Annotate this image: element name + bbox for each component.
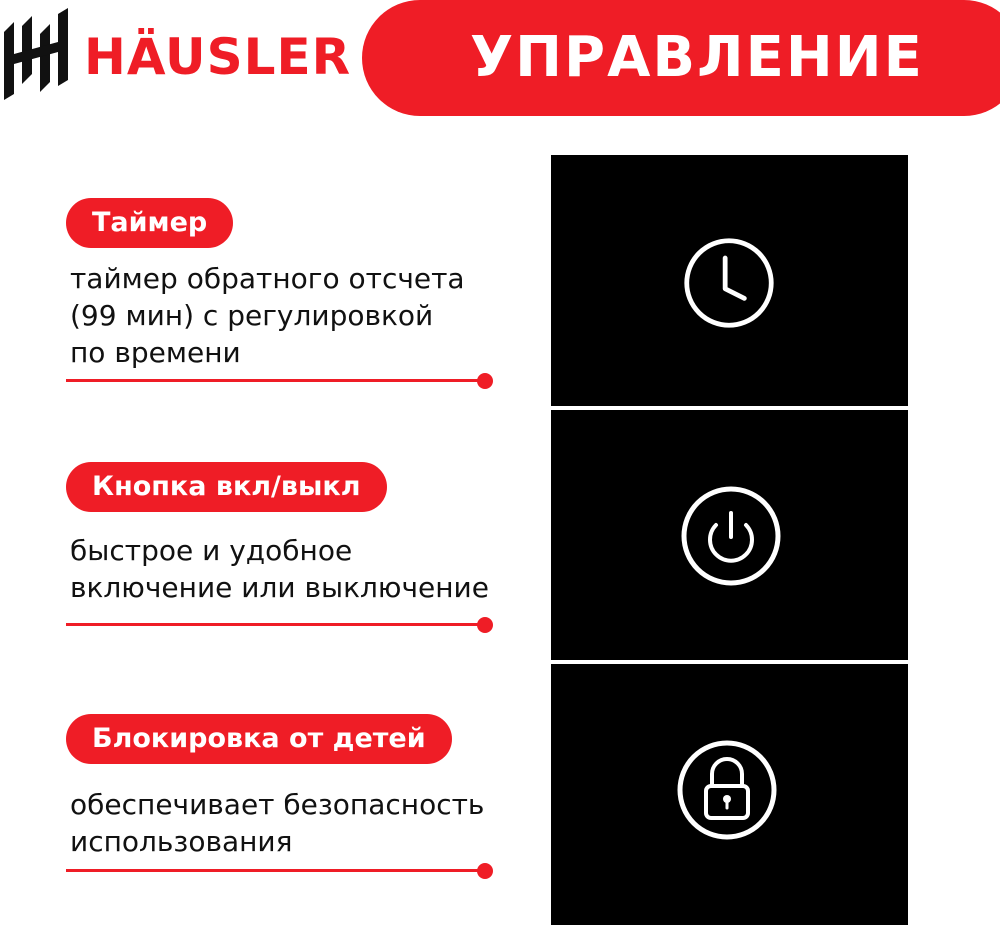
brand-name: HÄUSLER xyxy=(84,28,352,86)
feature-description-timer: таймер обратного отсчета (99 мин) с регулировкой по времени xyxy=(70,262,465,369)
feature-label-timer: Таймер xyxy=(66,198,233,248)
control-panel-child-lock xyxy=(551,664,908,925)
divider-line xyxy=(66,623,486,626)
divider-dot xyxy=(477,863,493,879)
page-title: УПРАВЛЕНИЕ xyxy=(470,25,924,90)
feature-description-child-lock: обеспечивает безопасность использования xyxy=(70,788,485,858)
feature-description-power: быстрое и удобное включение или выключение xyxy=(70,534,489,604)
clock-icon xyxy=(681,235,777,331)
divider-dot xyxy=(477,617,493,633)
divider-line xyxy=(66,869,486,872)
divider-line xyxy=(66,379,486,382)
hausler-h-logo-icon xyxy=(0,8,72,100)
control-panel-power xyxy=(551,410,908,660)
power-icon xyxy=(679,484,783,588)
divider-dot xyxy=(477,373,493,389)
feature-label-power: Кнопка вкл/выкл xyxy=(66,462,387,512)
padlock-icon xyxy=(675,738,779,842)
feature-label-child-lock: Блокировка от детей xyxy=(66,714,452,764)
control-panel-timer xyxy=(551,155,908,406)
